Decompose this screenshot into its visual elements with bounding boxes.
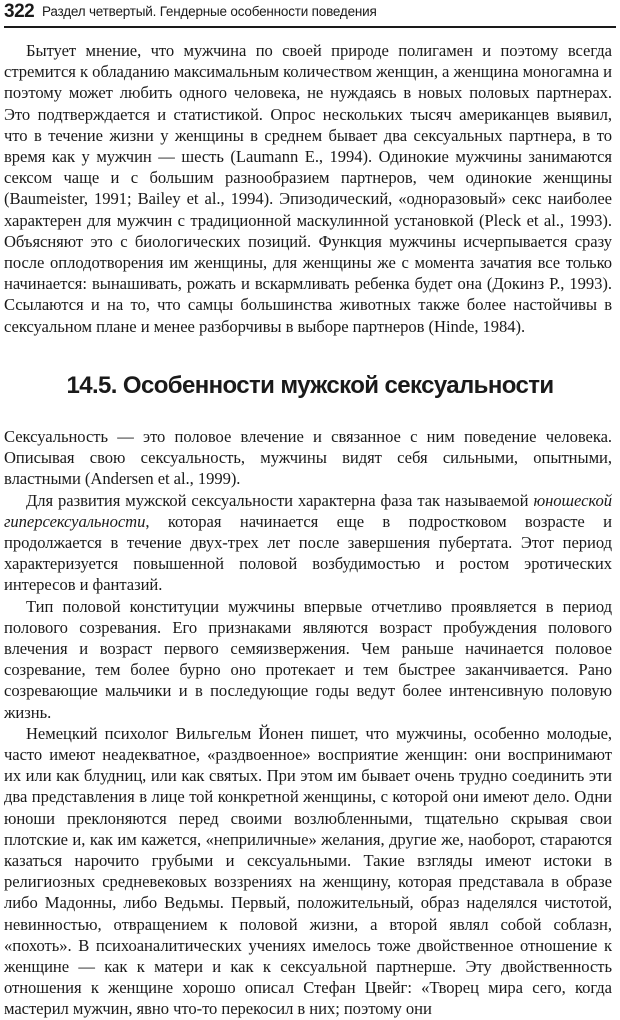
- italic-term: юношеской гиперсексуальности: [4, 490, 612, 531]
- running-header: [4, 0, 616, 28]
- paragraph-sexuality-definition: Сексуальность — это половое влечение и связанное с ним поведение человека. Описывая свою сексуальность, мужчины видят себя сильными, опытными, властными (Andersen et al., 1999).: [4, 427, 612, 489]
- paragraph-hypersexuality: [4, 490, 612, 596]
- page-number: 322: [4, 1, 35, 22]
- intro-text-block: [4, 40, 612, 337]
- paragraph-hypersexuality-end: , которая начинается еще в подростковом возрасте и продолжается в течение двух-трех лет после завершения пубертата. Этот период характеризуется повышенной половой возбудимостью и ростом эротических интересов и фантазий.: [4, 511, 612, 595]
- paragraph-hypersexuality-start: Для развития мужской сексуальности характерна фаза так называемой: [26, 490, 534, 510]
- section-heading: 14.5. Особенности мужской сексуальности: [66, 372, 554, 399]
- paragraph-constitution: Тип половой конституции мужчины впервые отчетливо проявляется в период полового созревания. Его признаками являются возраст пробуждения полового влечения и возраст первого семяизвержения. Чем раньше начинается половое созревание, тем более бурно оно протекает и тем быстрее заканчивается. Рано созревающие мальчики и в последующие годы ведут более интенсивную половую жизнь.: [4, 596, 612, 722]
- running-title: Раздел четвертый. Гендерные особенности поведения: [42, 4, 377, 19]
- paragraph-polygamy: Бытует мнение, что мужчина по своей природе полигамен и поэтому всегда стремится к обладанию максимальным количеством женщин, а женщина моногамна и поэтому может любить одного человека, не нуждаясь в новых половых партнерах. Это подтверждается и статистикой. Опрос нескольких тысяч американцев выявил, что в течение жизни у женщины в среднем бывает два сексуальных партнера, в то время как у мужчин — шесть (Laumann E., 1994). Одинокие мужчины занимаются сексом чаще и с большим разнообразием партнеров, чем одинокие женщины (Baumeister, 1991; Bailey et al., 1994). Эпизодический, «одноразовый» секс наиболее характерен для мужчин с традиционной маскулинной установкой (Pleck et al., 1993). Объясняют это с биологических позиций. Функция мужчины исчерпывается сразу после оплодотворения им женщины, для женщины же с момента зачатия все только начинается: вынашивать, рожать и вскармливать ребенка будет она (Докинз Р., 1993). Ссылаются и на то, что самцы большинства животных также более настойчивы в сексуальном плане и менее разборчивы в выборе партнеров (Hinde, 1984).: [4, 41, 612, 336]
- paragraph-jonen: Немецкий психолог Вильгельм Йонен пишет, что мужчины, особенно молодые, часто имеют неадекватное, «раздвоенное» восприятие женщин: они воспринимают их или как блудниц, или как святых. При этом им бывает очень трудно соединить эти два представления в лице той конкретной женщины, с которой они имеют дело. Одни юноши преклоняются перед своими возлюбленными, тщательно скрывая свои плотские и, как им кажется, «неприличные» желания, другие же, наоборот, стараются казаться нарочито грубыми и сексуальными. Такие взгляды имеют истоки в религиозных средневековых воззрениях на женщину, которая представала в образе либо Мадонны, либо Ведьмы. Первый, положительный, образ наделялся чистотой, невинностью, отвращением к половой жизни, а второй являл собой соблазн, «похоть». В психоаналитических учениях имелось тоже двойственное отношение к женщине — как к матери и как к сексуальной партнерше. Эту двойственность отношения к женщине хорошо описал Стефан Цвейг: «Творец мира сего, когда мастерил мужчин, явно что-то перекосил в них; поэтому они: [4, 723, 612, 1019]
- section-text-block: [4, 426, 612, 1020]
